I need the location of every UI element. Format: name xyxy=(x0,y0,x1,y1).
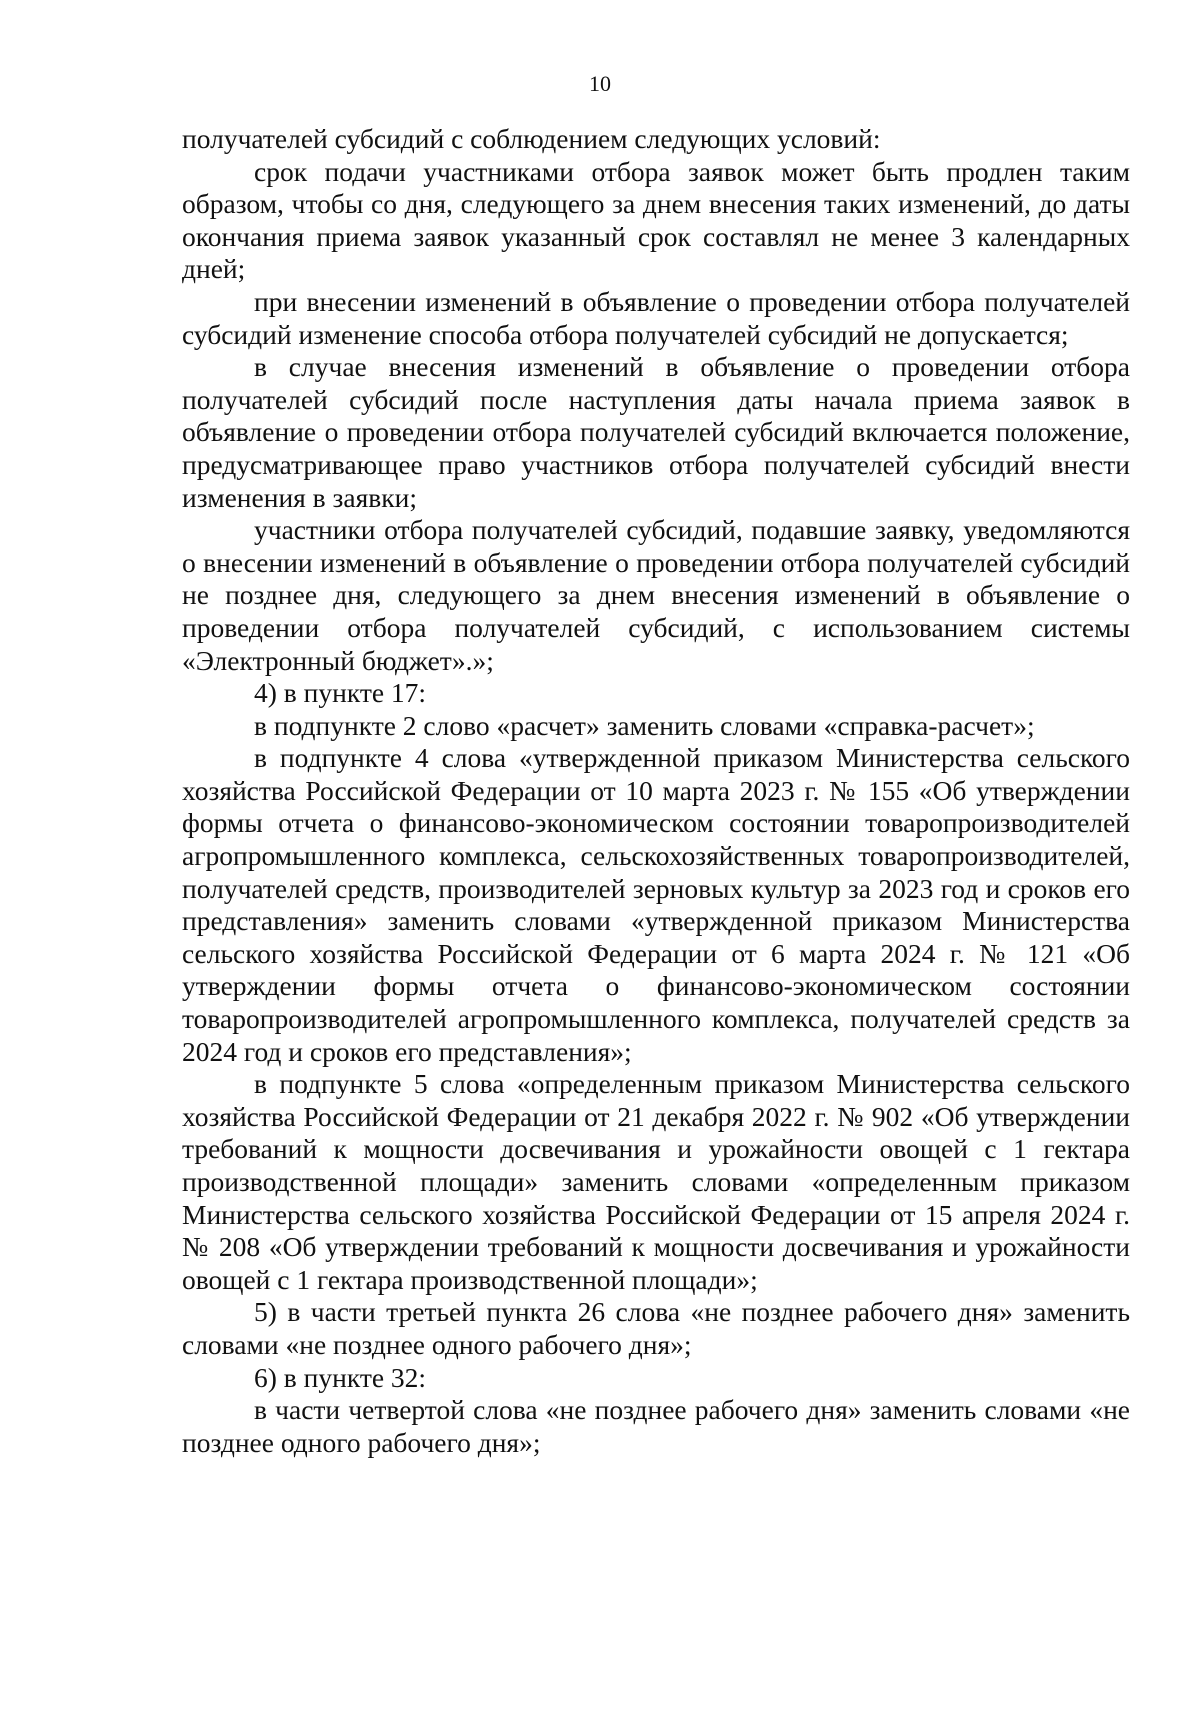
paragraph-subitem-5: в подпункте 5 слова «определенным приказом Министерства сельского хозяйства Российской Федерации от 21 декабря 2022 г. № 902 «Об утверждении требований к мощности досвечивания и урожайности овощей с 1 гектара производственной площади» заменить словами «определенным приказом Министерства сельского хозяйства Российской Федерации от 15 апреля 2024 г. № 208 «Об утверждении требований к мощности досвечивания и урожайности овощей с 1 гектара производственной площади»; xyxy=(182,1068,1130,1295)
paragraph-subitem-2: в подпункте 2 слово «расчет» заменить словами «справка-расчет»; xyxy=(254,709,1035,741)
document-body xyxy=(182,123,1130,1459)
paragraph-participants-notified: участники отбора получателей субсидий, подавшие заявку, уведомляются о внесении изменений в объявление о проведении отбора получателей субсидий не позднее дня, следующего за днем внесения изменений в объявление о проведении отбора получателей субсидий, с использованием системы «Электронный бюджет».»; xyxy=(182,514,1130,676)
paragraph-item-5: 5) в части третьей пункта 26 слова «не позднее рабочего дня» заменить словами «не позднее одного рабочего дня»; xyxy=(182,1296,1130,1360)
paragraph-subitem-4: в подпункте 4 слова «утвержденной приказом Министерства сельского хозяйства Российской Федерации от 10 марта 2023 г. № 155 «Об утверждении формы отчета о финансово-экономическом состоянии товаропроизводителей агропромышленного комплекса, сельскохозяйственных товаропроизводителей, получателей средств, производителей зерновых культур за 2023 год и сроков его представления» заменить словами «утвержденной приказом Министерства сельского хозяйства Российской Федерации от 6 марта 2024 г. № 121 «Об утверждении формы отчета о финансово-экономическом состоянии товаропроизводителей агропромышленного комплекса, получателей средств за 2024 год и сроков его представления»; xyxy=(182,742,1130,1067)
paragraph-item-6: 6) в пункте 32: xyxy=(254,1361,427,1393)
paragraph-item-4: 4) в пункте 17: xyxy=(254,677,427,709)
paragraph-continuation: получателей субсидий с соблюдением следующих условий: xyxy=(182,123,881,154)
paragraph-part-four: в части четвертой слова «не позднее рабочего дня» заменить словами «не позднее одного рабочего дня»; xyxy=(182,1394,1130,1458)
paragraph-deadline-extension: срок подачи участниками отбора заявок может быть продлен таким образом, чтобы со дня, следующего за днем внесения таких изменений, до даты окончания приема заявок указанный срок составлял не менее 3 календарных дней; xyxy=(182,155,1130,285)
paragraph-changes-after-start: в случае внесения изменений в объявление о проведении отбора получателей субсидий после наступления даты начала приема заявок в объявление о проведении отбора получателей субсидий включается положение, предусматривающее право участников отбора получателей субсидий внести изменения в заявки; xyxy=(182,351,1130,513)
page-number: 10 xyxy=(589,71,611,96)
paragraph-selection-method: при внесении изменений в объявление о проведении отбора получателей субсидий изменение способа отбора получателей субсидий не допускается; xyxy=(182,285,1130,350)
